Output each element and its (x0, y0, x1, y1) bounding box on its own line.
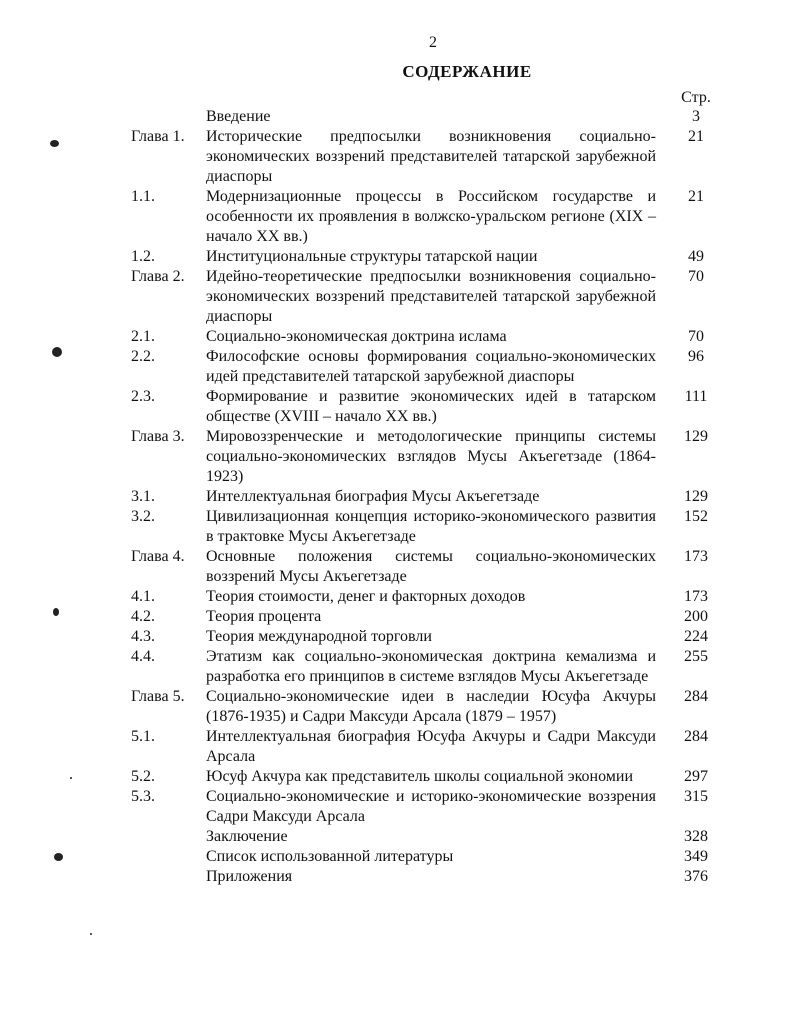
toc-entry-page: 349 (684, 848, 708, 865)
toc-entry-title: Институциональные структуры татарской нации (206, 248, 538, 265)
toc-entry-title: Философские основы формирования социально-экономических идей представителей татарской зарубежной диаспоры (206, 348, 656, 385)
toc-entry (0, 727, 795, 767)
toc-entry-title: Заключение (206, 828, 288, 845)
toc-entry-title: Интеллектуальная биография Мусы Акъегетзаде (206, 488, 540, 505)
toc-entry-page: 111 (684, 388, 708, 405)
toc-entry-page: 129 (684, 428, 708, 445)
toc-entry-page: 255 (684, 648, 708, 665)
toc-entry-page: 200 (684, 608, 708, 625)
toc-entry-page: 70 (688, 328, 704, 345)
toc-entry (0, 347, 795, 387)
table-of-contents (0, 107, 795, 887)
toc-entry-page: 376 (684, 868, 708, 885)
toc-entry-page: 21 (688, 188, 704, 205)
toc-entry-number: 2.1. (131, 328, 155, 345)
scan-speck (90, 933, 92, 935)
toc-entry (0, 787, 795, 827)
toc-entry (0, 487, 795, 507)
toc-entry-title: Юсуф Акчура как представитель школы социальной экономии (206, 768, 634, 785)
toc-entry (0, 827, 795, 847)
toc-entry (0, 867, 795, 887)
toc-entry-number: 4.4. (131, 648, 155, 665)
toc-entry (0, 587, 795, 607)
toc-entry-page: 3 (692, 108, 700, 125)
toc-entry-title: Список использованной литературы (206, 848, 454, 865)
toc-entry-number: 2.3. (131, 388, 155, 405)
toc-entry (0, 687, 795, 727)
toc-entry-number: Глава 4. (131, 548, 185, 565)
toc-entry (0, 847, 795, 867)
toc-entry-title: Основные положения системы социально-экономических воззрений Мусы Акъегетзаде (206, 548, 656, 585)
toc-entry-page: 96 (688, 348, 704, 365)
toc-entry (0, 427, 795, 487)
toc-entry-number: 4.1. (131, 588, 155, 605)
toc-entry (0, 107, 795, 127)
toc-entry-title: Формирование и развитие экономических идей в татарском обществе (XVIII – начало XX вв.) (206, 388, 656, 425)
scan-speck (50, 140, 59, 147)
page-number: 2 (429, 34, 437, 51)
toc-entry-title: Мировоззренческие и методологические принципы системы социально-экономических взглядов Мусы Акъегетзаде (1864-1923) (206, 428, 656, 485)
toc-entry-page: 21 (688, 128, 704, 145)
toc-entry-page: 297 (684, 768, 708, 785)
toc-entry-title: Введение (206, 108, 271, 125)
scan-speck (52, 347, 62, 357)
toc-entry-page: 284 (684, 688, 708, 705)
toc-entry-number: 2.2. (131, 348, 155, 365)
toc-entry-page: 129 (684, 488, 708, 505)
toc-entry-page: 49 (688, 248, 704, 265)
toc-entry-title: Идейно-теоретические предпосылки возникновения социально-экономических воззрений представителей татарской зарубежной диаспоры (206, 268, 656, 325)
toc-entry-page: 173 (684, 588, 708, 605)
toc-entry (0, 547, 795, 587)
toc-entry-number: 4.2. (131, 608, 155, 625)
toc-entry-number: Глава 3. (131, 428, 185, 445)
toc-entry (0, 767, 795, 787)
toc-entry-page: 173 (684, 548, 708, 565)
toc-entry-page: 224 (684, 628, 708, 645)
scan-speck (70, 777, 72, 779)
toc-entry (0, 507, 795, 547)
toc-entry-title: Теория международной торговли (206, 628, 432, 645)
toc-entry-title: Этатизм как социально-экономическая доктрина кемализма и разработка его принципов в системе взглядов Мусы Акъегетзаде (206, 648, 656, 685)
toc-entry-title: Социально-экономические и историко-экономические воззрения Садри Максуди Арсала (206, 788, 656, 825)
toc-entry-page: 70 (688, 268, 704, 285)
toc-entry-number: Глава 5. (131, 688, 185, 705)
toc-entry-title: Социально-экономические идеи в наследии Юсуфа Акчуры (1876-1935) и Садри Максуди Арсала (1879 – 1957) (206, 688, 656, 725)
toc-entry (0, 247, 795, 267)
toc-entry-page: 328 (684, 828, 708, 845)
scan-speck (54, 853, 63, 861)
page-column-header: Стр. (681, 89, 711, 106)
toc-entry-number: 5.3. (131, 788, 155, 805)
toc-entry-title: Интеллектуальная биография Юсуфа Акчуры и Садри Максуди Арсала (206, 728, 656, 765)
toc-entry-page: 284 (684, 728, 708, 745)
toc-entry-number: 5.1. (131, 728, 155, 745)
toc-entry (0, 187, 795, 247)
toc-entry-title: Теория стоимости, денег и факторных доходов (206, 588, 526, 605)
toc-entry (0, 627, 795, 647)
page-title: СОДЕРЖАНИЕ (402, 62, 532, 81)
toc-entry-number: 1.1. (131, 188, 155, 205)
toc-entry (0, 327, 795, 347)
toc-entry-title: Исторические предпосылки возникновения социально-экономических воззрений представителей татарской зарубежной диаспоры (206, 128, 656, 185)
toc-entry-number: 3.1. (131, 488, 155, 505)
toc-entry-title: Социально-экономическая доктрина ислама (206, 328, 507, 345)
toc-entry (0, 267, 795, 327)
toc-entry (0, 647, 795, 687)
toc-entry-number: Глава 1. (131, 128, 185, 145)
toc-entry-number: 3.2. (131, 508, 155, 525)
toc-entry (0, 127, 795, 187)
toc-entry-number: 5.2. (131, 768, 155, 785)
toc-entry (0, 387, 795, 427)
toc-entry-number: Глава 2. (131, 268, 185, 285)
toc-entry-number: 1.2. (131, 248, 155, 265)
toc-entry (0, 607, 795, 627)
toc-entry-title: Цивилизационная концепция историко-экономического развития в трактовке Мусы Акъегетзаде (206, 508, 656, 545)
toc-entry-number: 4.3. (131, 628, 155, 645)
scan-speck (53, 608, 59, 616)
toc-entry-title: Приложения (206, 868, 293, 885)
toc-entry-page: 315 (684, 788, 708, 805)
toc-entry-title: Теория процента (206, 608, 322, 625)
toc-entry-page: 152 (684, 508, 708, 525)
toc-entry-title: Модернизационные процессы в Российском государстве и особенности их проявления в волжско-уральском регионе (XIX – начало XX вв.) (206, 188, 656, 245)
